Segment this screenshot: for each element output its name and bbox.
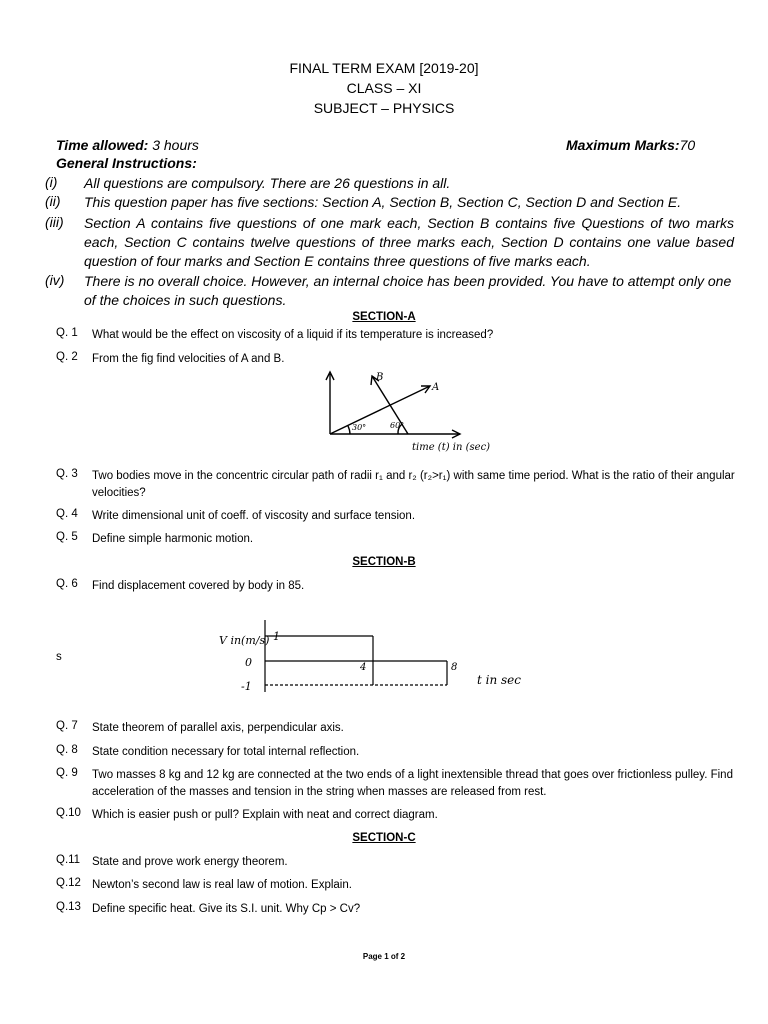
question-number: Q.12: [56, 877, 81, 889]
time-label: Time allowed:: [56, 137, 149, 153]
question-text: State and prove work energy theorem.: [92, 856, 288, 868]
maximum-marks: [566, 137, 695, 153]
class-line: CLASS – XI: [346, 80, 422, 96]
question-number: Q.11: [56, 854, 81, 866]
question-text: State condition necessary for total internal reflection.: [92, 746, 360, 758]
instruction-num: (iii): [45, 214, 64, 230]
instruction-text: There is no overall choice. However, an internal choice has been provided. You have to attempt only one of the choices in such questions.: [84, 273, 732, 308]
section-b-heading: SECTION-B: [352, 556, 416, 568]
graph-y-label: V in(m/s): [219, 634, 270, 647]
instruction-num: (i): [45, 174, 58, 190]
velocity-time-graph: [215, 618, 555, 698]
question-text: Newton’s second law is real law of motion. Explain.: [92, 879, 352, 891]
graph-mark-4: 4: [360, 662, 367, 673]
figure1-label-a: A: [432, 382, 440, 393]
question-text: Which is easier push or pull? Explain with neat and correct diagram.: [92, 809, 438, 821]
question-text: Define specific heat. Give its S.I. unit. Why Cp > Cv?: [92, 903, 361, 915]
question-number: Q. 2: [56, 351, 78, 363]
marks-label: Maximum Marks:: [566, 137, 680, 153]
graph-y-bottom: -1: [241, 680, 252, 693]
subject-line: SUBJECT – PHYSICS: [313, 100, 455, 116]
section-c-heading: SECTION-C: [352, 832, 416, 844]
question-number: Q. 7: [56, 720, 78, 732]
question-number: Q. 3: [56, 468, 78, 480]
graph-x-label: t in sec: [477, 673, 521, 687]
question-number: Q. 9: [56, 767, 78, 779]
question-text: Find displacement covered by body in 85.: [92, 580, 305, 592]
marks-value: 70: [679, 137, 696, 153]
question-number: Q.13: [56, 901, 81, 913]
question-text: Define simple harmonic motion.: [92, 533, 254, 545]
question-text: What would be the effect on viscosity of a liquid if its temperature is increased?: [92, 329, 494, 341]
question-number: Q.10: [56, 807, 81, 819]
figure1-axis-label: time (t) in (sec): [412, 442, 491, 453]
instruction-num: (ii): [45, 193, 61, 209]
question-text: Two masses 8 kg and 12 kg are connected at the two ends of a light inextensible thread that goes over frictionless pulley. Find acceleration of the masses and tension in the string when masses are released from rest.: [92, 769, 733, 798]
question-text: From the fig find velocities of A and B.: [92, 353, 285, 365]
time-allowed: [56, 137, 199, 153]
graph-mark-8: 8: [451, 662, 458, 673]
instruction-num: (iv): [45, 272, 65, 288]
question-number: Q. 8: [56, 744, 78, 756]
instructions-title: General Instructions:: [56, 155, 197, 171]
figure2-side-label: s: [56, 651, 62, 663]
instruction-text: All questions are compulsory. There are 26 questions in all.: [84, 175, 451, 191]
figure1-angle-30: 30°: [352, 423, 367, 432]
question-number: Q. 5: [56, 531, 78, 543]
instruction-text: Section A contains five questions of one mark each, Section B contains five Questions of two marks each, Section C contains twelve questions of three marks each, Section D contains one value based question of four marks and Section E contains three questions of five marks each.: [84, 215, 734, 269]
question-number: Q. 6: [56, 578, 78, 590]
figure1-angle-60: 60°: [390, 421, 405, 430]
section-a-heading: SECTION-A: [352, 311, 416, 323]
graph-y-zero: 0: [245, 656, 252, 669]
page-footer: Page 1 of 2: [362, 952, 406, 961]
instruction-text: This question paper has five sections: Section A, Section B, Section C, Section D and Section E.: [84, 194, 682, 210]
time-value: 3 hours: [148, 137, 199, 153]
question-text: Two bodies move in the concentric circular path of radii r₁ and r₂ (r₂>r₁) with same time period. What is the ratio of their angular velocities?: [92, 470, 735, 499]
question-text: State theorem of parallel axis, perpendicular axis.: [92, 722, 344, 734]
question-text: Write dimensional unit of coeff. of viscosity and surface tension.: [92, 510, 416, 522]
figure1-label-b: B: [376, 372, 384, 383]
graph-y-top: 1: [273, 630, 280, 643]
exam-title: FINAL TERM EXAM [2019-20]: [289, 60, 479, 76]
question-number: Q. 1: [56, 327, 78, 339]
velocity-figure: [320, 366, 520, 458]
question-number: Q. 4: [56, 508, 78, 520]
